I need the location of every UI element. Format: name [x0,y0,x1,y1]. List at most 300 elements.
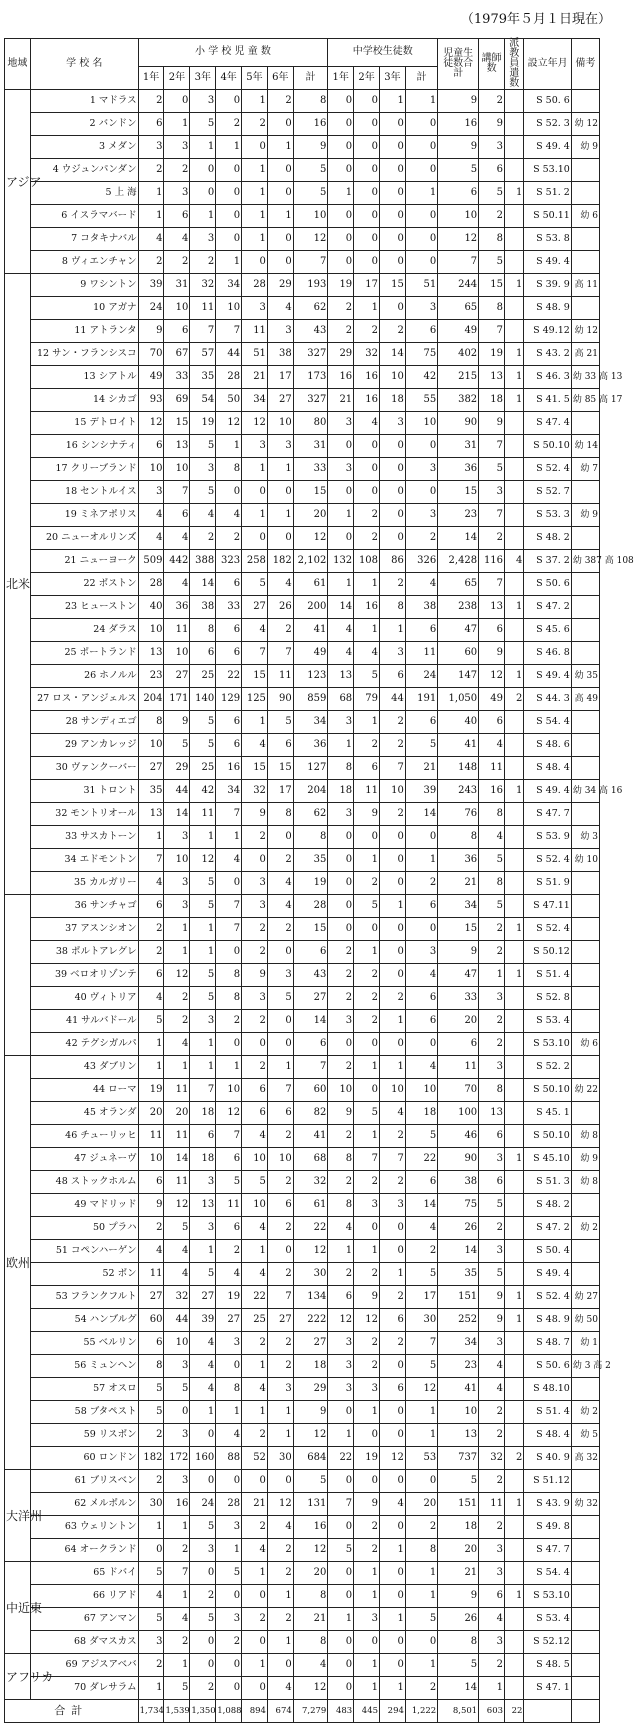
elem-count: 35 [138,780,164,803]
as-of-date: （1979年５月１日現在） [460,12,611,27]
elem-count: 49 [293,642,328,665]
elem-count: 12 [138,412,164,435]
teacher-count: 1 [479,1677,505,1700]
student-total: 252 [438,1309,479,1332]
table-row [5,1286,600,1309]
jh-count: 10 [405,412,437,435]
school-name: 46 チューリッヒ [30,1125,138,1148]
jh-count: 132 [328,550,354,573]
student-total: 36 [438,849,479,872]
school-name: 4 ウジュンパンダン [30,159,138,182]
elem-count: 6 [267,1102,293,1125]
elem-count: 182 [138,1447,164,1470]
elem-count: 44 [164,780,190,803]
remarks [571,1470,599,1493]
student-total: 151 [438,1493,479,1516]
elem-count: 11 [242,320,268,343]
jh-count: 3 [328,458,354,481]
jh-count: 12 [354,1309,380,1332]
jh-count: 1 [328,573,354,596]
elem-count: 7 [190,1079,216,1102]
founded-date: S 53. 8 [524,228,571,251]
jh-count: 2 [380,320,406,343]
student-total: 11 [438,1056,479,1079]
dispatched-count [505,757,524,780]
jh-count: 0 [328,228,354,251]
elem-count: 2 [267,90,293,113]
elem-count: 0 [267,1240,293,1263]
jh-count: 12 [405,1378,437,1401]
jh-count: 6 [405,895,437,918]
student-total: 6 [438,1033,479,1056]
elem-count: 5 [164,1677,190,1700]
table-row [5,803,600,826]
jh-count: 2 [328,297,354,320]
elem-count: 20 [164,1102,190,1125]
table-row [5,205,600,228]
remarks [571,918,599,941]
elem-count: 4 [138,1240,164,1263]
elem-count: 32 [190,274,216,297]
elem-count: 3 [138,1631,164,1654]
jh-count: 24 [405,665,437,688]
elem-count: 60 [293,1079,328,1102]
elem-count: 4 [164,527,190,550]
jh-count: 32 [354,343,380,366]
elem-count: 0 [242,849,268,872]
elem-count: 9 [138,320,164,343]
jh-count: 0 [380,1631,406,1654]
elem-count: 27 [164,665,190,688]
student-total: 90 [438,1148,479,1171]
elem-count: 6 [216,642,242,665]
dispatched-count [505,320,524,343]
elem-count: 1 [242,1240,268,1263]
dispatched-count [505,1401,524,1424]
elem-count: 5 [190,895,216,918]
elem-count: 14 [190,573,216,596]
remarks [571,642,599,665]
founded-date: S 47. 7 [524,1539,571,1562]
table-row [5,412,600,435]
elem-count: 35 [293,849,328,872]
total-cell: 674 [267,1700,293,1723]
elem-count: 11 [216,1194,242,1217]
founded-date: S 52. 3 [524,113,571,136]
teacher-count: 6 [479,1585,505,1608]
teacher-count: 3 [479,1562,505,1585]
elem-count: 10 [138,734,164,757]
dispatched-count [505,159,524,182]
table-row [5,320,600,343]
elem-count: 1 [190,136,216,159]
teacher-count: 16 [479,780,505,803]
jh-count: 1 [328,1608,354,1631]
elem-count: 4 [164,1033,190,1056]
header-elem-grade: 6年 [267,66,293,89]
jh-count: 8 [328,757,354,780]
elem-count: 9 [164,711,190,734]
elem-count: 6 [138,435,164,458]
table-row [5,1033,600,1056]
jh-count: 0 [405,1470,437,1493]
remarks: 高 21 [571,343,599,366]
student-total: 15 [438,481,479,504]
dispatched-count: 1 [505,389,524,412]
school-name: 30 ヴァンクーバー [30,757,138,780]
elem-count: 3 [190,1171,216,1194]
jh-count: 0 [380,826,406,849]
elem-count: 1 [164,113,190,136]
jh-count: 2 [380,1286,406,1309]
table-row [5,1654,600,1677]
founded-date: S 53. 9 [524,826,571,849]
jh-count: 0 [380,1654,406,1677]
elem-count: 5 [190,1608,216,1631]
student-total: 41 [438,734,479,757]
elem-count: 4 [190,1378,216,1401]
elem-count: 1 [164,918,190,941]
dispatched-count [505,1102,524,1125]
jh-count: 2 [354,964,380,987]
elem-count: 0 [216,1470,242,1493]
elem-count: 6 [164,205,190,228]
student-total: 10 [438,1401,479,1424]
founded-date: S 48.10 [524,1378,571,1401]
school-name: 23 ヒューストン [30,596,138,619]
remarks [571,573,599,596]
elem-count: 5 [293,159,328,182]
total-cell: 1,222 [405,1700,437,1723]
dispatched-count [505,1263,524,1286]
jh-count: 1 [380,1010,406,1033]
student-total: 16 [438,113,479,136]
jh-count: 2 [328,987,354,1010]
jh-count: 1 [380,90,406,113]
elem-count: 3 [138,136,164,159]
remarks: 幼 387 高 108 [571,550,599,573]
founded-date: S 49. 8 [524,1516,571,1539]
school-name: 67 アンマン [30,1608,138,1631]
teacher-count: 32 [479,1447,505,1470]
jh-count: 0 [354,1470,380,1493]
elem-count: 7 [216,918,242,941]
student-total: 76 [438,803,479,826]
remarks [571,734,599,757]
jh-count: 17 [354,274,380,297]
table-row [5,297,600,320]
elem-count: 39 [190,1309,216,1332]
elem-count: 3 [190,1217,216,1240]
table-row [5,711,600,734]
elem-count: 1 [216,435,242,458]
founded-date: S 51. 9 [524,872,571,895]
jh-count: 0 [380,159,406,182]
elem-count: 1 [267,1585,293,1608]
jh-count: 0 [380,504,406,527]
elem-count: 12 [293,1539,328,1562]
jh-count: 19 [328,274,354,297]
founded-date: S 48. 9 [524,297,571,320]
elem-count: 12 [164,1194,190,1217]
school-name: 17 クリーブランド [30,458,138,481]
dispatched-count: 1 [505,274,524,297]
table-row [5,1332,600,1355]
jh-count: 2 [380,1125,406,1148]
elem-count: 6 [138,895,164,918]
elem-count: 43 [293,320,328,343]
elem-count: 35 [190,366,216,389]
founded-date: S 40. 9 [524,1447,571,1470]
elem-count: 7 [216,1125,242,1148]
school-name: 25 ポートランド [30,642,138,665]
jh-count: 42 [405,366,437,389]
elem-count: 6 [216,734,242,757]
elem-count: 0 [216,90,242,113]
remarks [571,941,599,964]
jh-count: 17 [405,1286,437,1309]
elem-count: 80 [293,412,328,435]
table-row [5,573,600,596]
elem-count: 27 [216,1309,242,1332]
jh-count: 14 [380,343,406,366]
remarks: 幼 35 [571,665,599,688]
jh-count: 2 [354,987,380,1010]
dispatched-count [505,458,524,481]
jh-count: 0 [405,113,437,136]
jh-count: 0 [328,918,354,941]
jh-count: 4 [354,412,380,435]
elem-count: 1 [164,1056,190,1079]
jh-count: 2 [354,1539,380,1562]
table-row [5,527,600,550]
student-total: 243 [438,780,479,803]
region-label: 北米 [5,274,31,895]
elem-count: 12 [242,412,268,435]
elem-count: 12 [293,1677,328,1700]
student-total: 40 [438,711,479,734]
jh-count: 0 [405,481,437,504]
elem-count: 193 [293,274,328,297]
founded-date: S 50. 6 [524,573,571,596]
elem-count: 2 [164,251,190,274]
teacher-count: 2 [479,1654,505,1677]
elem-count: 129 [216,688,242,711]
elem-count: 12 [216,412,242,435]
elem-count: 5 [138,1378,164,1401]
elem-count: 0 [242,1033,268,1056]
jh-count: 21 [328,389,354,412]
elem-count: 1 [190,205,216,228]
founded-date: S 52. 7 [524,481,571,504]
elem-count: 7 [216,895,242,918]
teacher-count: 13 [479,366,505,389]
elem-count: 10 [216,1079,242,1102]
jh-count: 0 [328,113,354,136]
founded-date: S 51. 4 [524,964,571,987]
table-row [5,1102,600,1125]
elem-count: 1 [164,941,190,964]
jh-count: 1 [354,573,380,596]
elem-count: 1 [242,504,268,527]
dispatched-count [505,849,524,872]
jh-count: 2 [354,1010,380,1033]
elem-count: 54 [190,389,216,412]
jh-count: 0 [328,1401,354,1424]
jh-count: 1 [380,1677,406,1700]
jh-count: 0 [405,1631,437,1654]
jh-count: 0 [380,918,406,941]
elem-count: 11 [138,1125,164,1148]
elem-count: 8 [267,803,293,826]
founded-date: S 49. 4 [524,251,571,274]
jh-count: 0 [354,435,380,458]
jh-count: 0 [405,918,437,941]
table-row [5,274,600,297]
jh-count: 0 [405,435,437,458]
elem-count: 4 [242,1217,268,1240]
student-total: 23 [438,504,479,527]
teacher-count: 15 [479,274,505,297]
elem-count: 2 [164,159,190,182]
header-dispatched: 派教員遣数 [505,39,524,90]
elem-count: 4 [138,504,164,527]
elem-count: 4 [216,504,242,527]
elem-count: 123 [293,665,328,688]
elem-count: 6 [242,1102,268,1125]
jh-count: 0 [328,1585,354,1608]
school-name: 13 シアトル [30,366,138,389]
dispatched-count [505,297,524,320]
elem-count: 9 [242,964,268,987]
elem-count: 44 [216,343,242,366]
jh-count: 0 [380,849,406,872]
elem-count: 15 [293,481,328,504]
dispatched-count: 1 [505,182,524,205]
student-total: 47 [438,619,479,642]
school-name: 12 サン・フランシスコ [30,343,138,366]
elem-count: 6 [293,1033,328,1056]
school-name: 16 シンシナティ [30,435,138,458]
elem-count: 4 [267,297,293,320]
school-name: 47 ジュネーヴ [30,1148,138,1171]
elem-count: 10 [164,297,190,320]
jh-count: 14 [328,596,354,619]
table-row [5,90,600,113]
elem-count: 2 [242,113,268,136]
elem-count: 6 [242,1079,268,1102]
elem-count: 1 [190,941,216,964]
student-total: 5 [438,1654,479,1677]
jh-count: 12 [328,1309,354,1332]
jh-count: 3 [328,803,354,826]
jh-count: 2 [354,1263,380,1286]
elem-count: 39 [138,274,164,297]
elem-count: 0 [190,182,216,205]
table-row [5,1608,600,1631]
founded-date: S 51. 3 [524,1171,571,1194]
teacher-count: 7 [479,320,505,343]
elem-count: 70 [138,343,164,366]
jh-count: 14 [405,1194,437,1217]
table-row [5,1562,600,1585]
teacher-count: 6 [479,711,505,734]
dispatched-count [505,826,524,849]
elem-count: 8 [216,987,242,1010]
elem-count: 16 [293,1516,328,1539]
jh-count: 1 [380,1056,406,1079]
jh-count: 8 [380,596,406,619]
elem-count: 1 [216,1401,242,1424]
table-row [5,734,600,757]
remarks: 幼 7 [571,458,599,481]
elem-count: 1 [242,1355,268,1378]
remarks: 高 11 [571,274,599,297]
jh-count: 0 [328,136,354,159]
jh-count: 0 [380,136,406,159]
table-row [5,1056,600,1079]
elem-count: 10 [138,458,164,481]
founded-date: S 52. 4 [524,458,571,481]
founded-date: S 48. 2 [524,1194,571,1217]
elem-count: 27 [190,1286,216,1309]
elem-count: 140 [190,688,216,711]
elem-count: 12 [164,964,190,987]
elem-count: 0 [267,941,293,964]
elem-count: 3 [164,872,190,895]
teacher-count: 7 [479,504,505,527]
dispatched-count [505,1608,524,1631]
jh-count: 0 [354,918,380,941]
remarks [571,1194,599,1217]
elem-count: 3 [242,987,268,1010]
elem-count: 16 [293,113,328,136]
elem-count: 2 [216,1631,242,1654]
elem-count: 13 [138,803,164,826]
remarks [571,1654,599,1677]
elem-count: 327 [293,343,328,366]
jh-count: 0 [380,527,406,550]
elem-count: 5 [216,1171,242,1194]
elem-count: 21 [293,1608,328,1631]
dispatched-count [505,113,524,136]
jh-count: 6 [405,619,437,642]
school-name: 19 ミネアポリス [30,504,138,527]
jh-count: 29 [328,343,354,366]
school-name: 55 ベルリン [30,1332,138,1355]
jh-count: 0 [354,481,380,504]
dispatched-count [505,1056,524,1079]
elem-count: 2 [267,1263,293,1286]
founded-date: S 48. 7 [524,1332,571,1355]
jh-count: 2 [354,1355,380,1378]
jh-count: 0 [328,435,354,458]
school-name: 35 カルガリー [30,872,138,895]
founded-date: S 45.10 [524,1148,571,1171]
founded-date: S 48. 9 [524,1309,571,1332]
remarks [571,596,599,619]
jh-count: 2 [405,527,437,550]
elem-count: 28 [242,274,268,297]
elem-count: 21 [242,366,268,389]
jh-count: 2 [354,1171,380,1194]
jh-count: 1 [328,182,354,205]
header-founded: 設立年月 [524,39,571,90]
table-row [5,1539,600,1562]
elem-count: 2,102 [293,550,328,573]
dispatched-count: 2 [505,1447,524,1470]
jh-count: 2 [380,803,406,826]
